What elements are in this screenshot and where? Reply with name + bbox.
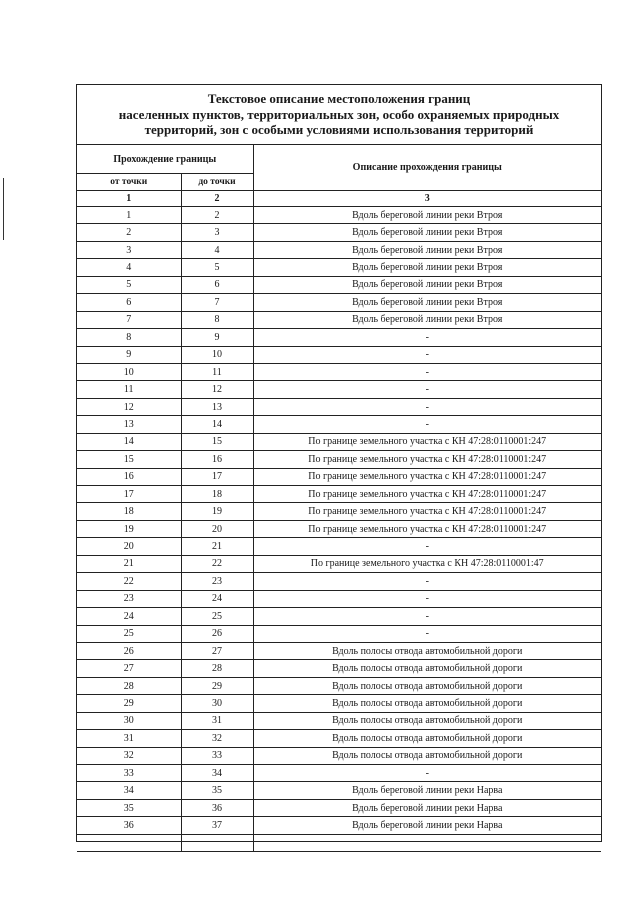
from-point-cell: 5 bbox=[77, 276, 181, 293]
description-cell: Вдоль береговой линии реки Втроя bbox=[253, 276, 601, 293]
description-cell: - bbox=[253, 573, 601, 590]
description-cell: - bbox=[253, 608, 601, 625]
from-point-cell: 18 bbox=[77, 503, 181, 520]
from-point-cell: 22 bbox=[77, 573, 181, 590]
title-line-1: Текстовое описание местоположения границ bbox=[207, 91, 471, 106]
to-point-cell bbox=[181, 834, 253, 851]
to-point-cell: 5 bbox=[181, 259, 253, 276]
from-point-cell: 20 bbox=[77, 538, 181, 555]
description-cell: Вдоль береговой линии реки Втроя bbox=[253, 241, 601, 258]
description-cell: - bbox=[253, 538, 601, 555]
from-point-cell: 26 bbox=[77, 642, 181, 659]
from-point-cell: 34 bbox=[77, 782, 181, 799]
table-row bbox=[77, 224, 601, 241]
table-row bbox=[77, 451, 601, 468]
description-cell: - bbox=[253, 346, 601, 363]
to-point-cell: 27 bbox=[181, 642, 253, 659]
table-row bbox=[77, 276, 601, 293]
from-point-cell: 25 bbox=[77, 625, 181, 642]
from-point-cell: 8 bbox=[77, 329, 181, 346]
table-row bbox=[77, 363, 601, 380]
from-point-cell: 32 bbox=[77, 747, 181, 764]
from-point-cell: 35 bbox=[77, 799, 181, 816]
to-point-cell: 26 bbox=[181, 625, 253, 642]
from-point-cell: 9 bbox=[77, 346, 181, 363]
table-row bbox=[77, 555, 601, 572]
table-row bbox=[77, 782, 601, 799]
table-row bbox=[77, 538, 601, 555]
from-point-cell: 3 bbox=[77, 241, 181, 258]
from-point-cell bbox=[77, 834, 181, 851]
from-point-cell: 1 bbox=[77, 207, 181, 224]
description-cell: - bbox=[253, 398, 601, 415]
table-row bbox=[77, 398, 601, 415]
from-point-cell: 17 bbox=[77, 486, 181, 503]
description-cell: - bbox=[253, 765, 601, 782]
to-point-cell: 7 bbox=[181, 294, 253, 311]
table-row bbox=[77, 695, 601, 712]
description-cell: По границе земельного участка с КН 47:28:0110001:247 bbox=[253, 503, 601, 520]
description-cell: По границе земельного участка с КН 47:28:0110001:247 bbox=[253, 433, 601, 450]
title-line-2: населенных пунктов, территориальных зон, особо охраняемых природных bbox=[118, 106, 560, 122]
from-point-cell: 12 bbox=[77, 398, 181, 415]
to-point-cell: 19 bbox=[181, 503, 253, 520]
title-line-3: территорий, зон с особыми условиями использования территорий bbox=[144, 122, 534, 137]
table-row bbox=[77, 625, 601, 642]
to-point-cell: 20 bbox=[181, 520, 253, 537]
column-number-3: 3 bbox=[253, 191, 601, 207]
table-row bbox=[77, 712, 601, 729]
to-point-cell: 23 bbox=[181, 573, 253, 590]
to-point-cell: 18 bbox=[181, 486, 253, 503]
description-cell: Вдоль полосы отвода автомобильной дороги bbox=[253, 747, 601, 764]
from-point-cell: 19 bbox=[77, 520, 181, 537]
description-cell: Вдоль полосы отвода автомобильной дороги bbox=[253, 660, 601, 677]
from-point-cell: 31 bbox=[77, 730, 181, 747]
from-point-cell: 24 bbox=[77, 608, 181, 625]
description-cell: Вдоль береговой линии реки Втроя bbox=[253, 224, 601, 241]
from-point-cell: 36 bbox=[77, 817, 181, 834]
description-cell: Вдоль береговой линии реки Нарва bbox=[253, 817, 601, 834]
description-cell: Вдоль береговой линии реки Нарва bbox=[253, 799, 601, 816]
from-point-cell: 4 bbox=[77, 259, 181, 276]
description-cell: Вдоль береговой линии реки Втроя bbox=[253, 259, 601, 276]
to-point-cell: 22 bbox=[181, 555, 253, 572]
table-row bbox=[77, 416, 601, 433]
table-row bbox=[77, 573, 601, 590]
table-row bbox=[77, 608, 601, 625]
description-header: Описание прохождения границы bbox=[253, 145, 601, 191]
table-row bbox=[77, 346, 601, 363]
description-cell: - bbox=[253, 363, 601, 380]
description-cell: - bbox=[253, 590, 601, 607]
to-point-cell: 8 bbox=[181, 311, 253, 328]
description-cell: - bbox=[253, 625, 601, 642]
table-row bbox=[77, 503, 601, 520]
to-point-cell: 37 bbox=[181, 817, 253, 834]
table-row bbox=[77, 834, 601, 851]
boundary-table bbox=[77, 145, 601, 852]
from-point-cell: 11 bbox=[77, 381, 181, 398]
table-row bbox=[77, 660, 601, 677]
table-row bbox=[77, 730, 601, 747]
to-point-cell: 29 bbox=[181, 677, 253, 694]
to-point-cell: 24 bbox=[181, 590, 253, 607]
to-point-cell: 2 bbox=[181, 207, 253, 224]
to-point-cell: 36 bbox=[181, 799, 253, 816]
description-cell: Вдоль береговой линии реки Нарва bbox=[253, 782, 601, 799]
from-point-cell: 2 bbox=[77, 224, 181, 241]
description-cell: По границе земельного участка с КН 47:28:0110001:247 bbox=[253, 486, 601, 503]
to-point-cell: 31 bbox=[181, 712, 253, 729]
table-row bbox=[77, 311, 601, 328]
table-row bbox=[77, 677, 601, 694]
to-point-cell: 6 bbox=[181, 276, 253, 293]
table-row bbox=[77, 520, 601, 537]
description-cell: Вдоль полосы отвода автомобильной дороги bbox=[253, 730, 601, 747]
from-point-cell: 6 bbox=[77, 294, 181, 311]
column-number-1: 1 bbox=[77, 191, 181, 207]
to-point-cell: 28 bbox=[181, 660, 253, 677]
description-cell bbox=[253, 834, 601, 851]
to-point-cell: 14 bbox=[181, 416, 253, 433]
from-point-header: от точки bbox=[77, 174, 181, 191]
document-frame bbox=[76, 84, 602, 842]
description-cell: Вдоль полосы отвода автомобильной дороги bbox=[253, 712, 601, 729]
table-row bbox=[77, 817, 601, 834]
table-row bbox=[77, 294, 601, 311]
from-point-cell: 33 bbox=[77, 765, 181, 782]
from-point-cell: 15 bbox=[77, 451, 181, 468]
description-cell: По границе земельного участка с КН 47:28:0110001:247 bbox=[253, 451, 601, 468]
to-point-cell: 12 bbox=[181, 381, 253, 398]
description-cell: По границе земельного участка с КН 47:28:0110001:247 bbox=[253, 520, 601, 537]
from-point-cell: 21 bbox=[77, 555, 181, 572]
description-cell: Вдоль полосы отвода автомобильной дороги bbox=[253, 642, 601, 659]
document-title bbox=[77, 85, 601, 145]
description-cell: По границе земельного участка с КН 47:28:0110001:247 bbox=[253, 468, 601, 485]
to-point-cell: 15 bbox=[181, 433, 253, 450]
description-cell: Вдоль береговой линии реки Втроя bbox=[253, 294, 601, 311]
from-point-cell: 10 bbox=[77, 363, 181, 380]
table-row bbox=[77, 207, 601, 224]
from-point-cell: 16 bbox=[77, 468, 181, 485]
column-number-2: 2 bbox=[181, 191, 253, 207]
table-row bbox=[77, 799, 601, 816]
from-point-cell: 28 bbox=[77, 677, 181, 694]
from-point-cell: 27 bbox=[77, 660, 181, 677]
margin-mark bbox=[3, 178, 4, 240]
to-point-cell: 3 bbox=[181, 224, 253, 241]
table-body bbox=[77, 207, 601, 852]
description-cell: Вдоль береговой линии реки Втроя bbox=[253, 207, 601, 224]
from-point-cell: 13 bbox=[77, 416, 181, 433]
from-point-cell: 30 bbox=[77, 712, 181, 729]
table-row bbox=[77, 486, 601, 503]
description-cell: - bbox=[253, 416, 601, 433]
to-point-cell: 35 bbox=[181, 782, 253, 799]
to-point-cell: 30 bbox=[181, 695, 253, 712]
table-row bbox=[77, 590, 601, 607]
to-point-cell: 10 bbox=[181, 346, 253, 363]
to-point-cell: 21 bbox=[181, 538, 253, 555]
to-point-header: до точки bbox=[181, 174, 253, 191]
group-header: Прохождение границы bbox=[77, 145, 253, 174]
description-cell: - bbox=[253, 381, 601, 398]
table-row bbox=[77, 765, 601, 782]
to-point-cell: 13 bbox=[181, 398, 253, 415]
table-row bbox=[77, 642, 601, 659]
to-point-cell: 17 bbox=[181, 468, 253, 485]
table-row bbox=[77, 468, 601, 485]
table-row bbox=[77, 381, 601, 398]
table-row bbox=[77, 259, 601, 276]
description-cell: - bbox=[253, 329, 601, 346]
to-point-cell: 25 bbox=[181, 608, 253, 625]
table-row bbox=[77, 241, 601, 258]
from-point-cell: 7 bbox=[77, 311, 181, 328]
description-cell: Вдоль полосы отвода автомобильной дороги bbox=[253, 695, 601, 712]
from-point-cell: 14 bbox=[77, 433, 181, 450]
description-cell: Вдоль полосы отвода автомобильной дороги bbox=[253, 677, 601, 694]
from-point-cell: 29 bbox=[77, 695, 181, 712]
to-point-cell: 4 bbox=[181, 241, 253, 258]
description-cell: Вдоль береговой линии реки Втроя bbox=[253, 311, 601, 328]
table-row bbox=[77, 433, 601, 450]
to-point-cell: 34 bbox=[181, 765, 253, 782]
from-point-cell: 23 bbox=[77, 590, 181, 607]
to-point-cell: 11 bbox=[181, 363, 253, 380]
to-point-cell: 32 bbox=[181, 730, 253, 747]
table-row bbox=[77, 329, 601, 346]
table-row bbox=[77, 747, 601, 764]
to-point-cell: 16 bbox=[181, 451, 253, 468]
description-cell: По границе земельного участка с КН 47:28:0110001:47 bbox=[253, 555, 601, 572]
to-point-cell: 9 bbox=[181, 329, 253, 346]
to-point-cell: 33 bbox=[181, 747, 253, 764]
